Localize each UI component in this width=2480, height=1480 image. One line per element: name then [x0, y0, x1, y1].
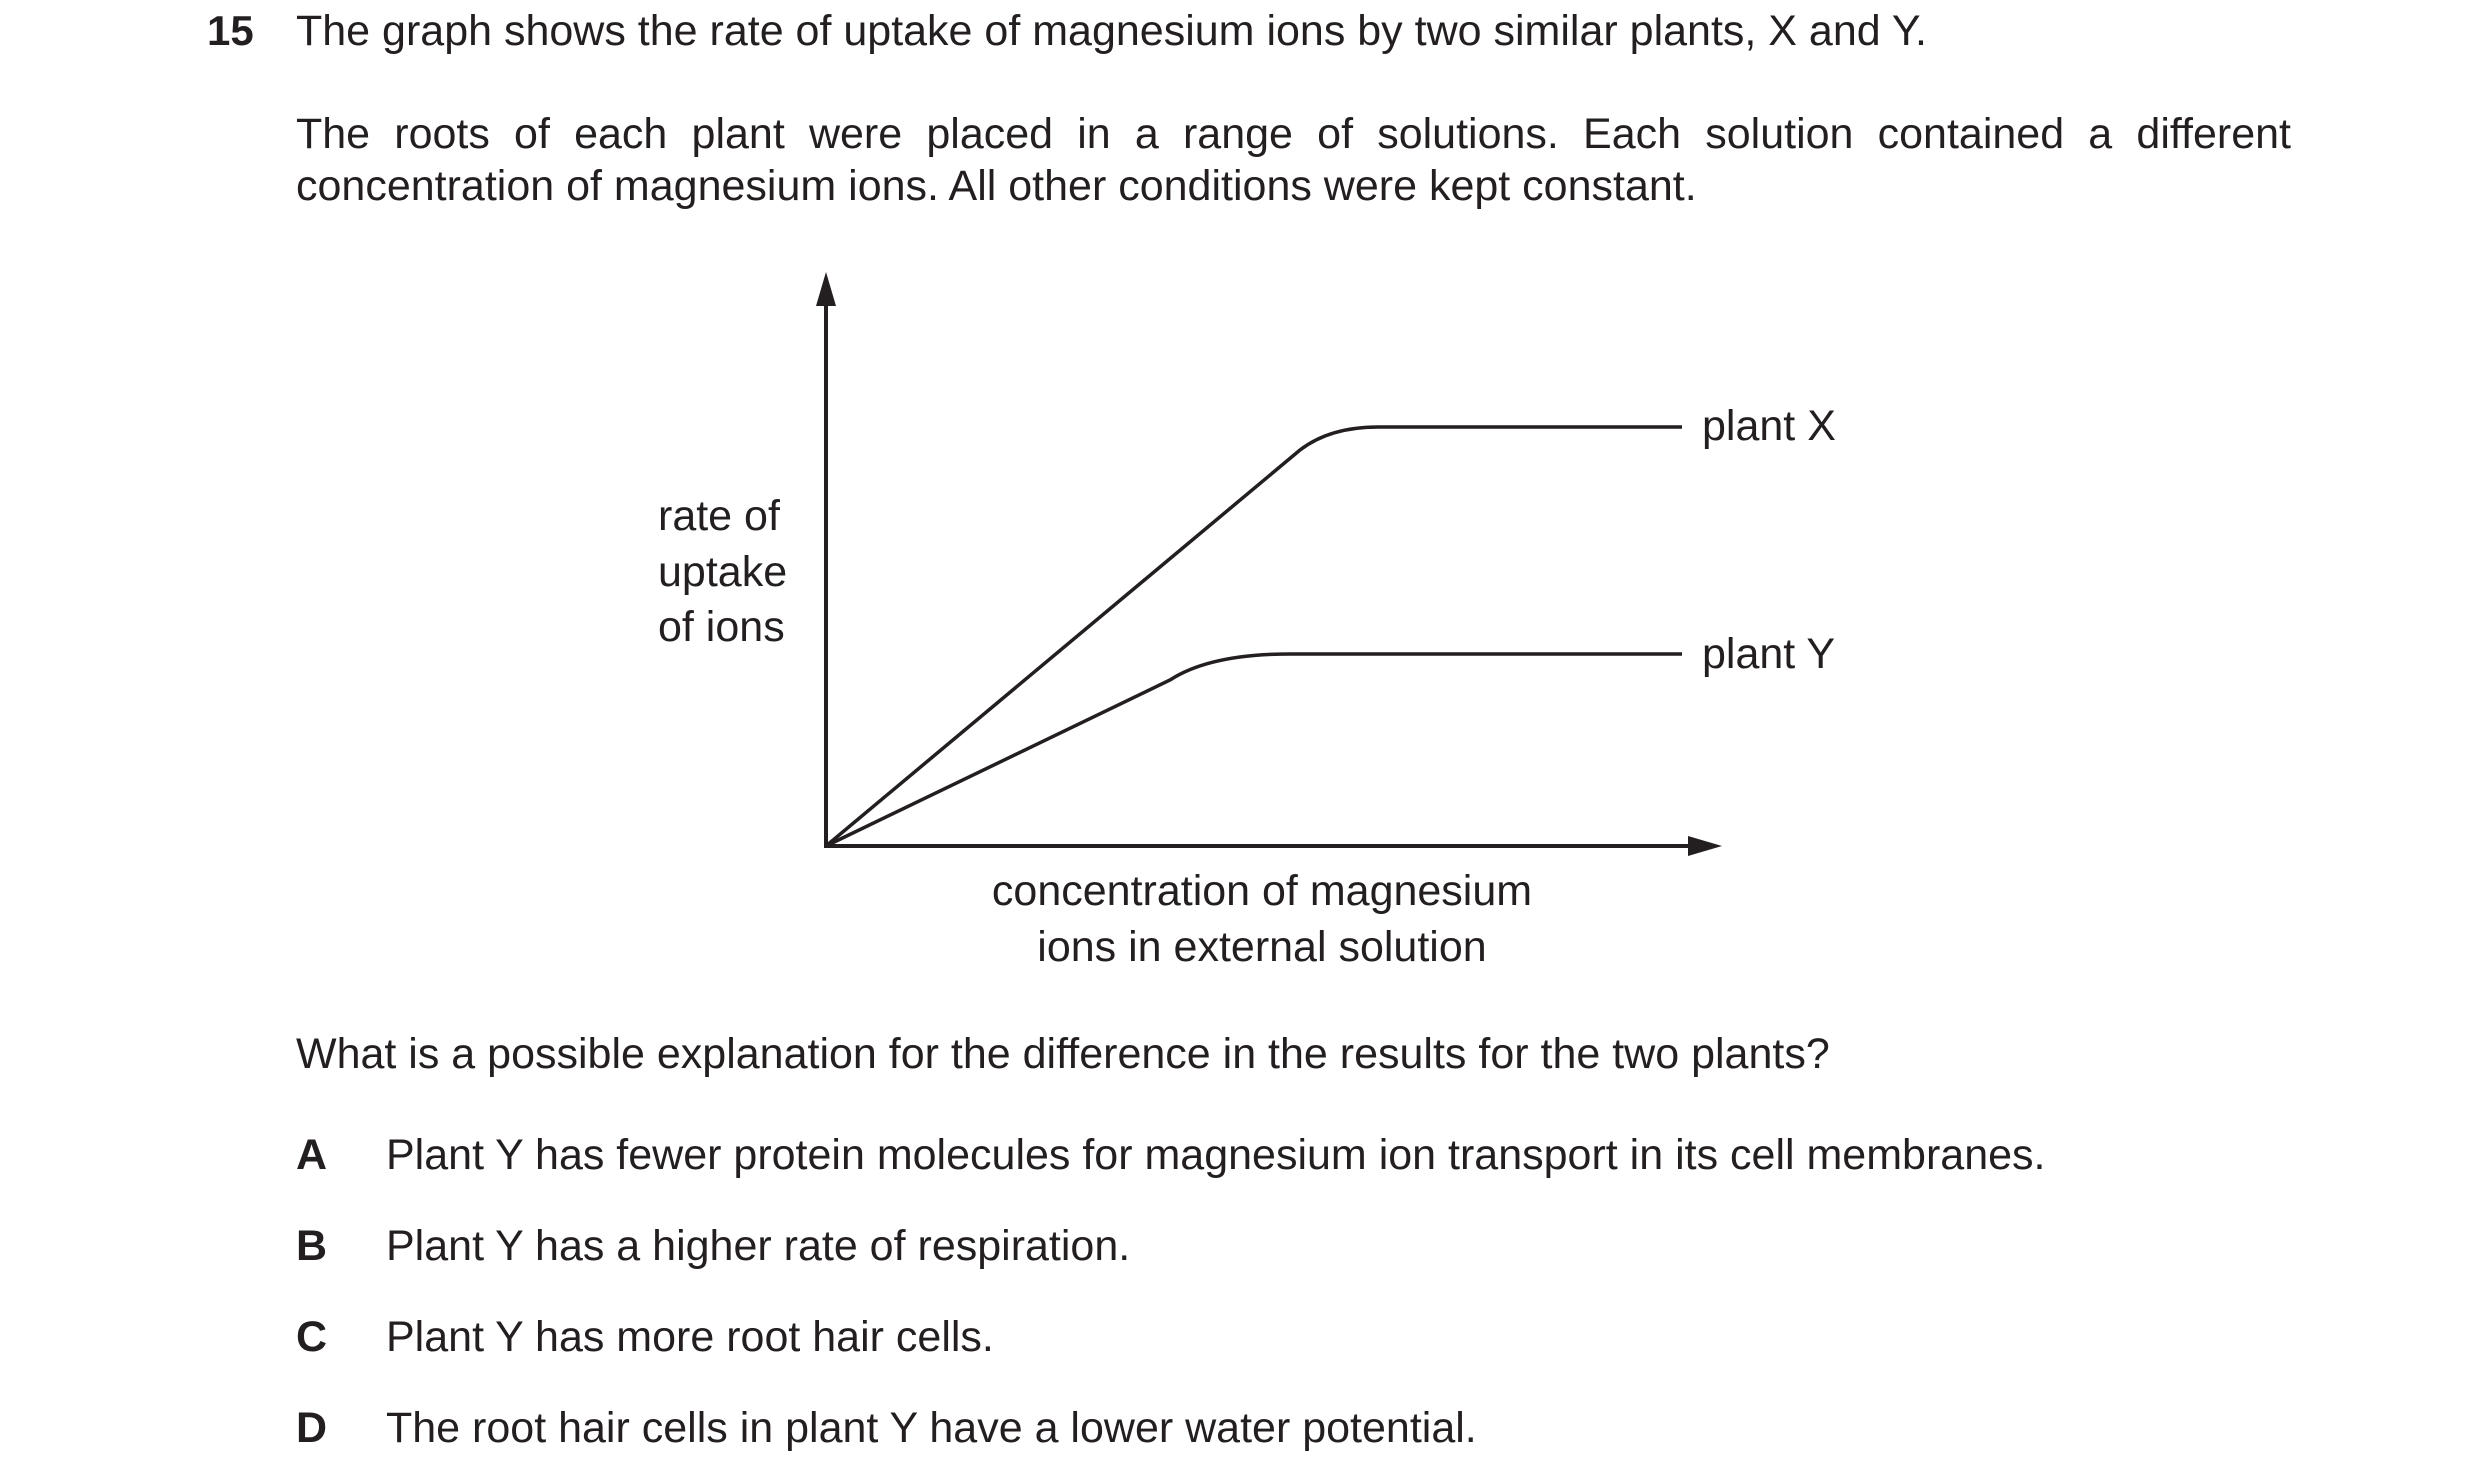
- question-paragraph: The roots of each plant were placed in a range of solutions. Each solution contained a different concentration of magnesium ions. All other conditions were kept constant.: [296, 110, 2291, 210]
- option-letter: B: [296, 1222, 328, 1270]
- option-text: Plant Y has fewer protein molecules for magnesium ion transport in its cell membranes.: [386, 1131, 2046, 1179]
- x-axis-label-line-2: ions in external solution: [1037, 923, 1487, 971]
- y-axis-label-line-1: rate of: [658, 492, 780, 540]
- y-axis-label-line-3: of ions: [658, 603, 785, 651]
- plant-y-label: plant Y: [1702, 630, 1836, 678]
- option-text: The root hair cells in plant Y have a lower water potential.: [386, 1404, 1477, 1452]
- x-axis-arrowhead: [1688, 836, 1722, 856]
- plant-y-curve: [826, 654, 1682, 846]
- x-axis-label-line-1: concentration of magnesium: [991, 867, 1533, 915]
- question-prompt: What is a possible explanation for the difference in the results for the two plants?: [296, 1030, 1830, 1078]
- option-text: Plant Y has more root hair cells.: [386, 1313, 994, 1361]
- option-letter: D: [296, 1404, 328, 1452]
- option-letter: A: [296, 1131, 328, 1179]
- y-axis-arrowhead: [816, 272, 836, 306]
- question-number: 15: [207, 7, 254, 54]
- question-intro: The graph shows the rate of uptake of magnesium ions by two similar plants, X and Y.: [296, 7, 1927, 55]
- option-letter: C: [296, 1313, 328, 1361]
- option-text: Plant Y has a higher rate of respiration.: [386, 1222, 1131, 1270]
- y-axis-label-line-2: uptake: [658, 548, 788, 596]
- plant-x-label: plant X: [1702, 402, 1836, 450]
